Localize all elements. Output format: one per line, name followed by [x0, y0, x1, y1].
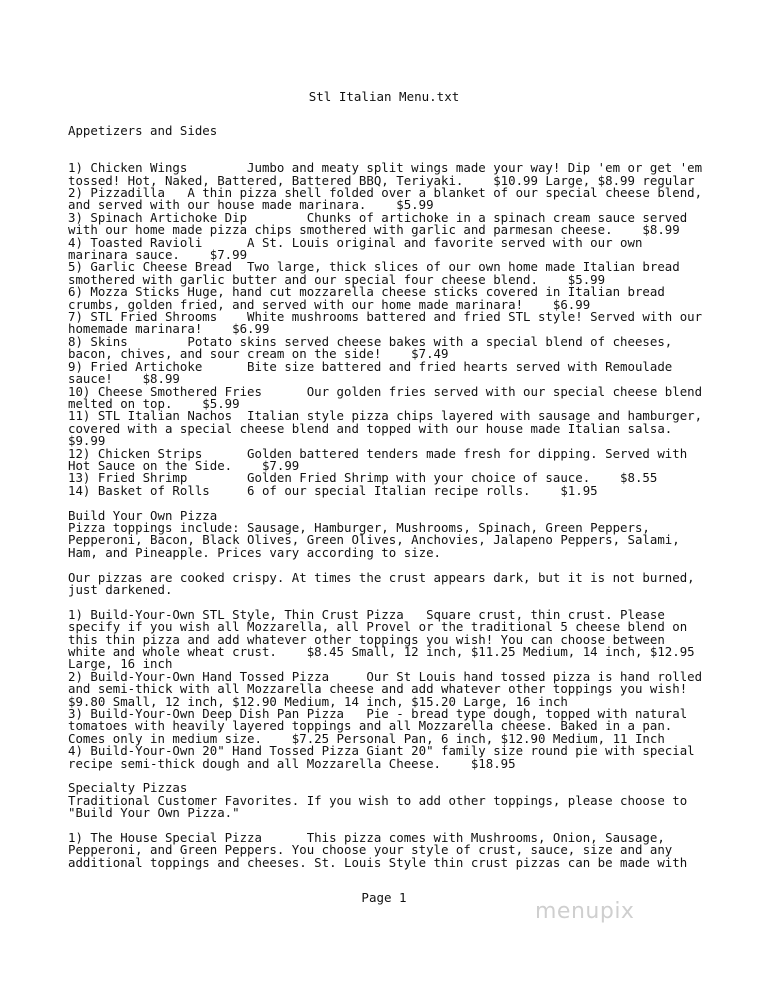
menu-item: 13) Fried Shrimp Golden Fried Shrimp with your choice of sauce. $8.55: [68, 470, 658, 486]
menu-item: 5) Garlic Cheese Bread Two large, thick slices of our own home made Italian bread smothered with garlic butter and our special four cheese blend. $5.99: [68, 259, 688, 287]
menu-content: [68, 123, 718, 870]
menu-item: 4) Toasted Ravioli A St. Louis original and favorite served with our own marinara sauce. $7.99: [68, 234, 650, 263]
menu-item: 3) Build-Your-Own Deep Dish Pan Pizza Pie - bread type dough, topped with natural tomatoes with heavily layered toppings and all Mozzarella cheese. Baked in a pan. Comes only in medium size. $7.25 Personal Pan, 6 inch, $12.90 Medium, 11 Inch: [68, 706, 695, 746]
menu-item: 9) Fried Artichoke Bite size battered and fried hearts served with Remoulade sauce! $8.99: [68, 358, 680, 387]
menu-item: 2) Pizzadilla A thin pizza shell folded over a blanket of our special cheese blend, and served with our house made marinara. $5.99: [68, 185, 710, 213]
toppings-text: Pizza toppings include: Sausage, Hamburger, Mushrooms, Spinach, Green Peppers, Pepperoni, Bacon, Black Olives, Green Olives, Anchovies, Jalapeno Peppers, Salami, Ham, and Pineapple. Prices vary according to size.: [68, 519, 688, 560]
menu-item: 3) Spinach Artichoke Dip Chunks of artichoke in a spinach cream sauce served with our home made pizza chips smothered with garlic and parmesan cheese. $8.99: [68, 209, 695, 238]
menu-item: 14) Basket of Rolls 6 of our special Italian recipe rolls. $1.95: [68, 482, 598, 498]
menu-item: 6) Mozza Sticks Huge, hand cut mozzarella cheese sticks covered in Italian bread crumbs, golden fried, and served with our home made marinara! $6.99: [68, 284, 673, 312]
crust-note: Our pizzas are cooked crispy. At times the crust appears dark, but it is not burned, just darkened.: [68, 569, 703, 597]
menu-item: 1) The House Special Pizza This pizza comes with Mushrooms, Onion, Sausage, Pepperoni, and Green Peppers. You choose your style of crust, sauce, size and any additional toppings and cheeses. St. Louis Style thin crust pizzas can be made with: [68, 830, 688, 870]
section-heading-specialty: Specialty Pizzas: [68, 780, 188, 796]
menu-item: 10) Cheese Smothered Fries Our golden fries served with our special cheese blend melted on top. $5.99: [68, 383, 710, 411]
page-number: Page 1: [361, 890, 407, 905]
menu-item: 11) STL Italian Nachos Italian style pizza chips layered with sausage and hamburger, covered with a special cheese blend and topped with our house made Italian salsa. $9.99: [68, 408, 710, 449]
watermark-logo: menupix: [535, 899, 635, 924]
specialty-intro: Traditional Customer Favorites. If you wish to add other toppings, please choose to "Build Your Own Pizza.": [68, 792, 695, 821]
menu-item: 2) Build-Your-Own Hand Tossed Pizza Our St Louis hand tossed pizza is hand rolled and semi-thick with all Mozzarella cheese and add whatever other toppings you wish! $9.80 Small, 12 inch, $12.90 Medium, 14 inch, $15.20 Large, 16 inch: [68, 668, 718, 709]
menu-item: 12) Chicken Strips Golden battered tenders made fresh for dipping. Served with Hot Sauce on the Side. $7.99: [68, 445, 695, 473]
menu-item: 1) Chicken Wings Jumbo and meaty split wings made your way! Dip 'em or get 'em tossed! Hot, Naked, Battered, Battered BBQ, Teriyaki. $10.99 Large, $8.99 regular: [68, 160, 710, 188]
menu-item: 4) Build-Your-Own 20" Hand Tossed Pizza Giant 20" family size round pie with special recipe semi-thick dough and all Mozzarella Cheese. $18.95: [68, 743, 703, 771]
menu-item: 1) Build-Your-Own STL Style, Thin Crust Pizza Square crust, thin crust. Please specify if you wish all Mozzarella, all Provel or the traditional 5 cheese blend on this thin pizza and add whatever other toppings you wish! You can choose between white and whole wheat crust. $8.45 Small, 12 inch, $11.25 Medium, 14 inch, $12.95 Large, 16 inch: [68, 606, 703, 672]
section-heading-build-your-own: Build Your Own Pizza: [68, 507, 218, 523]
menu-item: 7) STL Fried Shrooms White mushrooms battered and fried STL style! Served with our homemade marinara! $6.99: [68, 309, 710, 337]
menu-item: 8) Skins Potato skins served cheese bakes with a special blend of cheeses, bacon, chives, and sour cream on the side! $7.49: [68, 333, 680, 362]
section-heading-appetizers: Appetizers and Sides: [68, 123, 218, 138]
document-title: Stl Italian Menu.txt: [308, 89, 460, 104]
